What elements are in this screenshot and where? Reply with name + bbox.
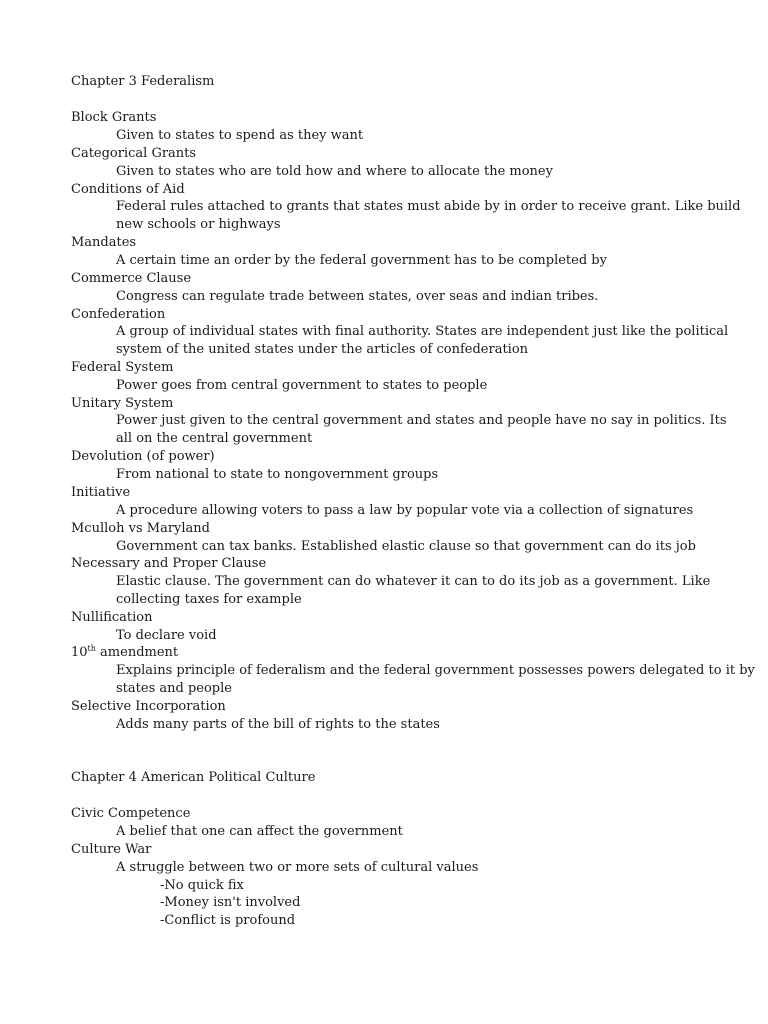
definition-line: Government can tax banks. Established elastic clause so that government can do its job bbox=[116, 539, 696, 554]
definition-line: A belief that one can affect the government bbox=[116, 824, 403, 839]
term-federal-system: Federal System bbox=[71, 360, 174, 375]
definition-line: all on the central government bbox=[116, 431, 313, 446]
definition-line: Given to states to spend as they want bbox=[116, 128, 364, 143]
term-suffix: amendment bbox=[95, 645, 179, 660]
term-prefix: 10 bbox=[71, 645, 88, 660]
term-superscript: th bbox=[87, 644, 96, 653]
definition-line: Federal rules attached to grants that states must abide by in order to receive grant. Like build bbox=[116, 199, 741, 214]
definition-line: Given to states who are told how and where to allocate the money bbox=[116, 164, 553, 179]
term-devolution: Devolution (of power) bbox=[71, 449, 215, 464]
definition-line: A group of individual states with final authority. States are independent just like the political bbox=[116, 324, 729, 339]
definition-line: Elastic clause. The government can do whatever it can to do its job as a government. Like bbox=[116, 574, 711, 589]
chapter3-title: Chapter 3 Federalism bbox=[71, 74, 215, 89]
term-selective-incorporation: Selective Incorporation bbox=[71, 699, 226, 714]
term-culture-war: Culture War bbox=[71, 842, 152, 857]
chapter4-title: Chapter 4 American Political Culture bbox=[71, 770, 316, 785]
term-conditions-of-aid: Conditions of Aid bbox=[71, 182, 185, 197]
definition-line: A certain time an order by the federal government has to be completed by bbox=[116, 253, 607, 268]
definition-line: Adds many parts of the bill of rights to the states bbox=[116, 717, 440, 732]
definition-line: Power just given to the central government and states and people have no say in politics. Its bbox=[116, 413, 727, 428]
sub-point: -Money isn't involved bbox=[160, 895, 301, 910]
term-unitary-system: Unitary System bbox=[71, 396, 174, 411]
definition-line: system of the united states under the articles of confederation bbox=[116, 342, 529, 357]
term-10th-amendment bbox=[71, 644, 178, 662]
sub-point: -No quick fix bbox=[160, 878, 244, 893]
term-confederation: Confederation bbox=[71, 307, 166, 322]
term-mculloh-vs-maryland: Mculloh vs Maryland bbox=[71, 521, 210, 536]
term-initiative: Initiative bbox=[71, 485, 131, 500]
definition-line: Explains principle of federalism and the federal government possesses powers delegated to it by bbox=[116, 663, 755, 678]
definition-line: From national to state to nongovernment groups bbox=[116, 467, 439, 482]
definition-line: A struggle between two or more sets of cultural values bbox=[116, 860, 479, 875]
term-mandates: Mandates bbox=[71, 235, 137, 250]
sub-point: -Conflict is profound bbox=[160, 913, 296, 928]
term-block-grants: Block Grants bbox=[71, 110, 157, 125]
term-nullification: Nullification bbox=[71, 610, 153, 625]
term-civic-competence: Civic Competence bbox=[71, 806, 191, 821]
definition-line: A procedure allowing voters to pass a law by popular vote via a collection of signatures bbox=[116, 503, 694, 518]
definition-line: collecting taxes for example bbox=[116, 592, 302, 607]
definition-line: Power goes from central government to states to people bbox=[116, 378, 488, 393]
definition-line: states and people bbox=[116, 681, 232, 696]
term-commerce-clause: Commerce Clause bbox=[71, 271, 192, 286]
definition-line: To declare void bbox=[116, 628, 217, 643]
definition-line: new schools or highways bbox=[116, 217, 281, 232]
term-categorical-grants: Categorical Grants bbox=[71, 146, 197, 161]
term-necessary-and-proper-clause: Necessary and Proper Clause bbox=[71, 556, 267, 571]
definition-line: Congress can regulate trade between states, over seas and indian tribes. bbox=[116, 289, 599, 304]
